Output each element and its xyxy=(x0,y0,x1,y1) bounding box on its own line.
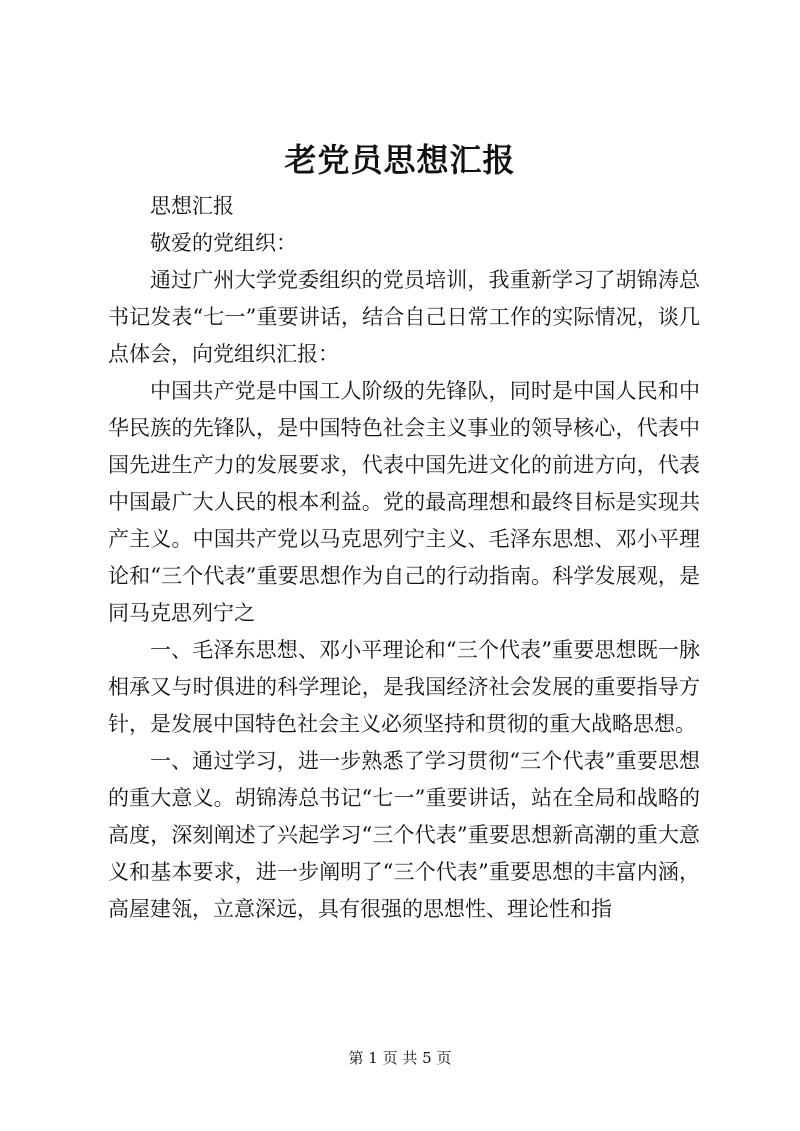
page-footer: 第 1 页 共 5 页 xyxy=(348,1049,452,1067)
paragraph-heading: 思想汇报 xyxy=(150,194,234,218)
paragraph-salutation: 敬爱的党组织： xyxy=(150,231,297,255)
paragraph-point-study: 一、通过学习，进一步熟悉了学习贯彻“三个代表”重要思想的重大意义。胡锦涛总书记“七一”重要讲话，站在全局和战略的高度，深刻阐述了兴起学习“三个代表”重要思想新高潮的重大意义和基本要求，进一步阐明了“三个代表”重要思想的丰富内涵，高屋建瓴，立意深远，具有很强的思想性、理论性和指 xyxy=(108,749,700,921)
paragraph-party-nature: 中国共产党是中国工人阶级的先锋队，同时是中国人民和中华民族的先锋队，是中国特色社会主义事业的领导核心，代表中国先进生产力的发展要求，代表中国先进文化的前进方向，代表中国最广大人民的根本利益。党的最高理想和最终目标是实现共产主义。中国共产党以马克思列宁主义、毛泽东思想、邓小平理论和“三个代表”重要思想作为自己的行动指南。科学发展观，是同马克思列宁之 xyxy=(108,379,700,625)
document-body xyxy=(108,188,700,928)
paragraph-point-theory: 一、毛泽东思想、邓小平理论和“三个代表”重要思想既一脉相承又与时俱进的科学理论，是我国经济社会发展的重要指导方针，是发展中国特色社会主义必须坚持和贯彻的重大战略思想。 xyxy=(108,638,700,736)
document-title: 老党员思想汇报 xyxy=(284,141,516,179)
paragraph-intro: 通过广州大学党委组织的党员培训，我重新学习了胡锦涛总书记发表“七一”重要讲话，结合自己日常工作的实际情况，谈几点体会，向党组织汇报： xyxy=(108,268,700,366)
